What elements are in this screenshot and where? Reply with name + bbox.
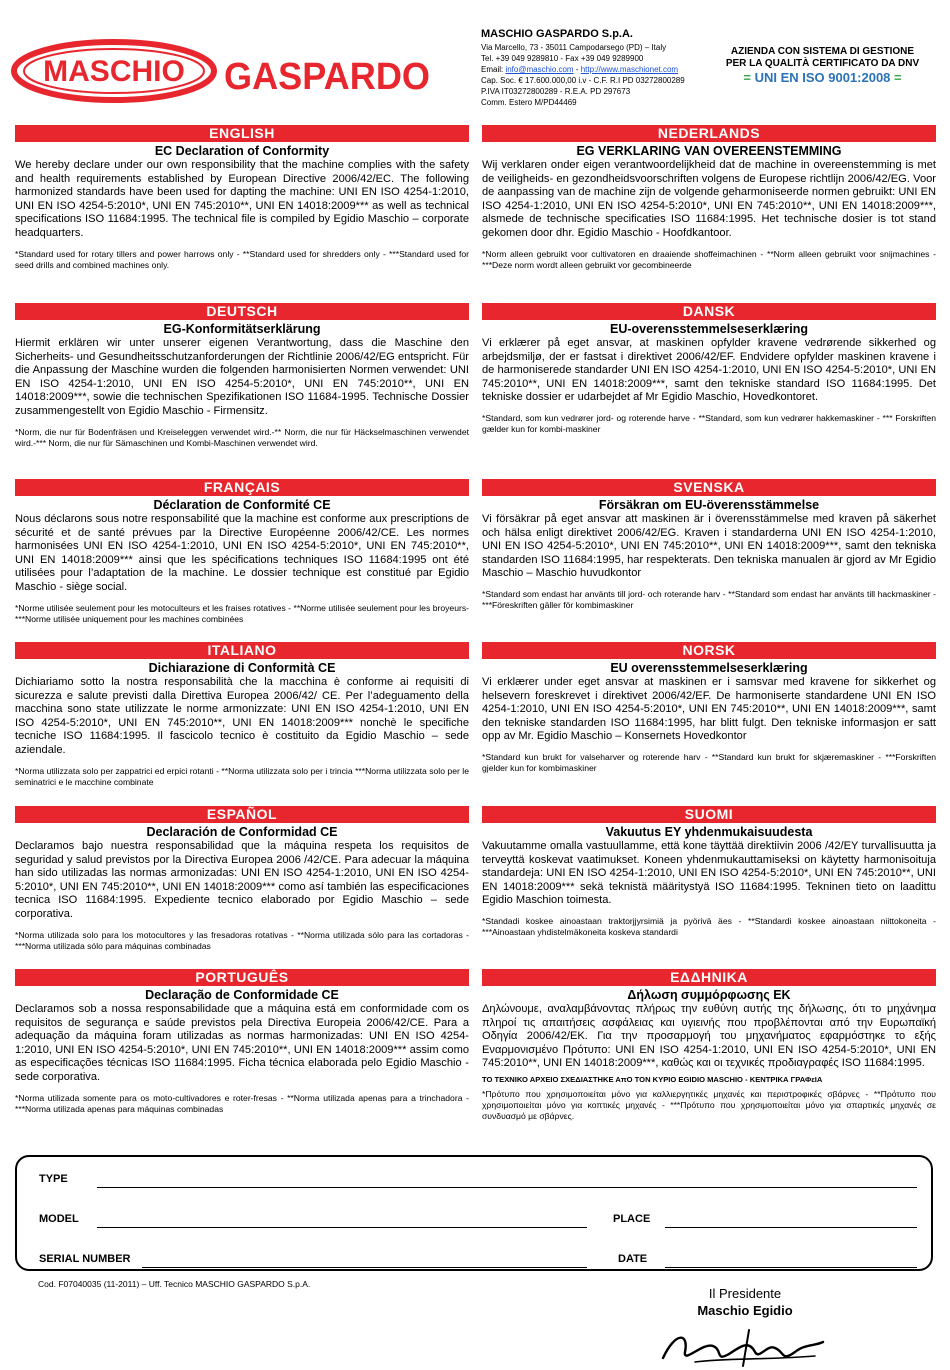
language-banner: PORTUGUÊS: [15, 969, 469, 986]
section-extra: ΤΟ ΤΕΧΝΙΚΟ ΑΡΧΕΙΟ ΣΧΕΔΙΑΣΤΗΚΕ ΑπΟ ΤΟΝ ΚΥΡΙΟ EGIDIO MASCHIO - ΚΕΝΤΡΙΚΑ ΓΡΑΦεΙΑ: [482, 1074, 823, 1084]
company-capital: Cap. Soc. € 17.600.000,00 i.v - C.F. R.I PD 03272800289: [481, 76, 685, 85]
web-separator: -: [573, 65, 581, 74]
section-dansk: [482, 303, 936, 435]
email-prefix: Email:: [481, 65, 506, 74]
date-field[interactable]: [665, 1267, 917, 1268]
iso-certification-badge: [715, 46, 930, 86]
language-banner: ITALIANO: [15, 642, 469, 659]
section-greek: [482, 969, 936, 1122]
section-title: Declaración de Conformidad CE: [146, 825, 338, 839]
section-note: *Norme utilisée seulement pour les motoculteurs et les fraises rotatives - **Norme utilisée seulement pour les broyeurs- ***Norme utilisée uniquement pour les machines combinées: [15, 602, 469, 624]
iso-line-2: PER LA QUALITÀ CERTIFICATO DA DNV: [725, 58, 920, 69]
type-field[interactable]: [97, 1187, 917, 1188]
section-body: Vi erklærer under eget ansvar at maskinen er i samsvar med kravene for sikkerhet og helsevern foreskrevet i direktivet 2006/42/EF. De harmoniserte standardene UNI EN ISO 4254-1:2010, UNI EN ISO 4254-5:2010*, UNI EN 745:2010**, UNI EN 14018:2009***, samt den tekniske standarden ISO 11684:1995, har blitt fulgt. Den tekniske informasjon er satt opp av Mr. Egidio Maschio – Konsernets Hovedkontor: [482, 676, 936, 743]
section-body: Vi erklærer på eget ansvar, at maskinen opfylder kravene vedrørende sikkerhed og arbejdsmiljø, der er fastsat i direktivet 2006/42/EF. Endvidere opfylder maskinen kravene i de harmoniserede standarder UNI EN ISO 4254-1:2010, UNI EN ISO 4254-5:2010*, UNI EN 745:2010**, UNI EN 14018:2009***, samt den tekniske standard ISO 11684:1995. Det tekniske dossier er udarbejdet af Mr Egidio Maschio, Hovedkontoret.: [482, 337, 936, 404]
section-title: Försäkran om EU-överensstämmelse: [598, 498, 820, 512]
serial-number-label: SERIAL NUMBER: [39, 1253, 131, 1265]
company-info: [481, 28, 721, 108]
section-title: EG VERKLARING VAN OVEREENSTEMMING: [576, 144, 842, 158]
section-francais: [15, 479, 469, 625]
section-title: Dichiarazione di Conformità CE: [148, 661, 336, 675]
section-note: *Standard som endast har använts till jord- och roterande harv - **Standard som endast har använts till hackmaskiner - ***Föreskriften gäller för kombimaskiner: [482, 588, 936, 610]
section-norsk: [482, 642, 936, 774]
language-banner: ESPAÑOL: [15, 806, 469, 823]
iso-line-3: = UNI EN ISO 9001:2008 =: [743, 70, 902, 85]
section-title: Declaração de Conformidade CE: [145, 988, 339, 1002]
section-italiano: [15, 642, 469, 788]
place-field[interactable]: [665, 1227, 917, 1228]
section-title: EC Declaration of Conformity: [154, 144, 330, 158]
section-suomi: [482, 806, 936, 938]
section-note: *Standadi koskee ainoastaan traktorjjyrsimiä ja pyörivä äes - **Standardi koskee ainoastaan niittokoneita - ***Ainoastaan yhdistelmäkoneita koskeva standardi: [482, 915, 936, 937]
section-note: *Πρότυπο που χρησιμοποιείται μόνο για καλλιεργητικές μηχανές και περιστροφικές σβάρνες - **Πρότυπο που χρησιμοποιείται μόνο για κοπτικές μηχανές - ***Πρότυπο που χρησιμοποιείται μόνο για σπαρτικές μηχανές σε συνδυασμό με σβάρνες.: [482, 1088, 936, 1121]
section-title: Vakuutus EY yhdenmukaisuudesta: [605, 825, 813, 839]
section-body: Vakuutamme omalla vastuullamme, että kone täyttää direktiivin 2006 /42/EY turvallisuutta ja terveyttä koskevat vaatimukset. Koneen yhdenmukauttamiseksi on käytetty harmonisoituja standardeja: UNI EN ISO 4254-1:2010, UNI EN ISO 4254-5:2010*, UNI EN 745:2010**, UNI EN 14018:2009*** sekä teknistä määritystyä ISO 11684:1995. Tekninen tieto on laadittu Egidio Maschion toimesta.: [482, 840, 936, 907]
company-comm: Comm. Estero M/PD44469: [481, 98, 577, 107]
iso-line-1: AZIENDA CON SISTEMA DI GESTIONE: [730, 46, 915, 57]
section-body: We hereby declare under our own responsibility that the machine complies with the safety and health requirements established by European Directive 2006/42/EC. The following harmonized standards have been used for dapting the machine: UNI EN ISO 4254-1:2010, UNI EN ISO 4254-5:2010*, UNI EN 745:2010**, UNI EN 14018:2009*** as well as technical specifications ISO 11684:1995. The technical file is compiled by Egidio Maschio – corporate headquarters.: [15, 159, 469, 239]
section-body: Wij verklaren onder eigen verantwoordelijkheid dat de machine in overeenstemming is met de veiligheids- en gezondheidsvoorschriften volgens de Europese richtlijn 2006/42/EG. Voor de aanpassing van de machine zijn de volgende geharmoniseerde normen gebruikt: UNI EN ISO 4254-1:2010, UNI EN ISO 4254-5:2010*, UNI EN 745:2010**, UNI EN 14018:2009***, alsmede de technische specificaties ISO 11684:1995. Het technische dosier is tot stand gekomen door dhr. Egidio Maschio - Hoofdkantoor.: [482, 159, 936, 239]
president-name: Maschio Egidio: [697, 1303, 793, 1318]
website-link[interactable]: http://www.maschionet.com: [580, 65, 679, 74]
logo-maschio-text: MASCHIO: [43, 55, 185, 88]
language-banner: FRANÇAIS: [15, 479, 469, 496]
section-espanol: [15, 806, 469, 952]
section-body: Dichiariamo sotto la nostra responsabilità che la macchina è conforme ai requisiti di sicurezza e salute previsti dalla Direttiva Europea 2006/42/ CE. Per l’adeguamento della macchina sono state utilizzate le norme armonizzate: UNI EN ISO 4254-1:2010, UNI EN ISO 4254-5:2010*, UNI EN 745:2010**, UNI EN 14018:2009*** nonchè le specifiche tecniche ISO 11684:1995. Il fascicolo tecnico è costituito da Egidio Maschio – sede aziendale.: [15, 676, 469, 756]
signature-image: [655, 1322, 830, 1370]
section-title: EU overensstemmelseserklæring: [610, 661, 808, 675]
president-title: Il Presidente: [708, 1286, 782, 1301]
document-header: [0, 0, 950, 120]
language-banner: ENGLISH: [15, 125, 469, 142]
language-banner: DANSK: [482, 303, 936, 320]
company-vat: P.IVA IT03272800289 - R.E.A. PD 297673: [481, 87, 631, 96]
section-svenska: [482, 479, 936, 611]
section-english: [15, 125, 469, 271]
section-title: EG-Konformitätserklärung: [163, 322, 321, 336]
section-note: *Norma utilizada somente para os moto-cultivadores e roter-fresas - **Norma utilizada apenas para a trinchadora - ***Norma utilizada apenas para máquinas combinadas: [15, 1092, 469, 1114]
language-banner: DEUTSCH: [15, 303, 469, 320]
company-contacts: [481, 64, 721, 75]
email-link[interactable]: info@maschio.com: [505, 65, 574, 74]
language-banner: SUOMI: [482, 806, 936, 823]
machine-details-box: [15, 1155, 933, 1271]
language-banner: NORSK: [482, 642, 936, 659]
section-body: Δηλώνουμε, αναλαμβάνοντας πλήρως την ευθύνη αυτής της δήλωσης, ότι το μηχάνημα πληροί τις απαιτήσεις ασφάλειας και υγιεινής που προβλέπονται από την Ευρωπαϊκή Οδηγία 2006/42/ΕΚ. Για την προσαρμογή του μηχανήματος εφαρμόστηκε το εξής Εναρμονισμένο Πρότυπο: UNI EN ISO 4254-1:2010, UNI EN ISO 4254-5:2010*, UNI EN 745:2010**, UNI EN 14018:2009***, καθώς και οι τεχνικές προδιαγραφές ISO 11684:1995.: [482, 1003, 936, 1070]
section-note: *Norma utilizzata solo per zappatrici ed erpici rotanti - **Norma utilizzata solo per i trincia ***Norma utilizzata solo per le seminatrici e le macchine combinate: [15, 765, 469, 787]
section-note: *Norm alleen gebruikt voor cultivatoren en draaiende shoffeimachinen - **Norm alleen gebruikt voor snijmachines - ***Deze norm wordt alleen gebruikt vor gecombineerde: [482, 248, 936, 270]
document-code: Cod. F07040035 (11-2011) – Uff. Tecnico MASCHIO GASPARDO S.p.A.: [38, 1279, 311, 1289]
section-body: Nous déclarons sous notre responsabilité que la machine est conforme aux prescriptions de sécurité et de santé prévues par la Directive Européenne 2006/42/CE. Les normes harmonisées UNI EN ISO 4254-1:2010, UNI EN ISO 4254-5:2010*, UNI EN 745:2010**, UNI EN 14018:2009*** ainsi que les spécifications techniques ISO 11684:1995 ont été utilisées pour l’adaptation de la machine. Le dossier technique est constitué par Egidio Maschio - siège social.: [15, 513, 469, 593]
section-title: Δήλωση συμμόρφωσης ΕΚ: [627, 988, 791, 1002]
section-body: Vi försäkrar på eget ansvar att maskinen är i överensstämmelse med kraven på säkerhet och hälsa enligt direktivet 2006/42/EG. Kraven i standarderna UNI EN ISO 4254-1:2010, UNI EN ISO 4254-5:2010*, UNI EN 745:2010**, UNI EN 14018:2009***, samt den tekniska standarden ISO 11684:1995, har respekterats. Den tekniska manualen är gjord av Mr Egidio Maschio – Maschio huvudkontor: [482, 513, 936, 580]
section-body: Hiermit erklären wir unter unserer eigenen Verantwortung, dass die Maschine den Sicherheits- und Gesundheitsschutzanforderungen der Richtlinie 2006/42/EG entspricht. Für die Anpassung der Maschine wurden die folgenden harmonisierten Normen verwendet: UNI EN ISO 4254-1:2010, UNI EN ISO 4254-5:2010*, UNI EN 745:2010**, UNI EN 14018:2009***, sowie die technischen Spezifikationen ISO 11684-1995. Technische Dossier zusammengestellt von Egidio Maschio - Firmensitz.: [15, 337, 469, 417]
language-banner: NEDERLANDS: [482, 125, 936, 142]
section-note: *Norma utilizada solo para los motocultores y las fresadoras rotativas - **Norma utilizada sólo para las cortadoras - ***Norma utilizada sólo para máquinas combinadas: [15, 929, 469, 951]
place-label: PLACE: [613, 1213, 651, 1225]
section-nederlands: [482, 125, 936, 271]
president-block: [660, 1285, 830, 1319]
model-field[interactable]: [97, 1227, 587, 1228]
model-label: MODEL: [39, 1213, 79, 1225]
serial-number-field[interactable]: [142, 1267, 587, 1268]
section-deutsch: [15, 303, 469, 449]
company-address: Via Marcello, 73 - 35011 Campodarsego (PD) – Italy: [481, 43, 667, 52]
section-body: Declaramos bajo nuestra responsabilidad que la máquina respeta los requisitos de seguridad y salud previstos por la Directiva Europea 2006 /42/CE. Para adecuar la máquina han sido utilizadas las normas armonizadas: UNI EN ISO 4254-1:2010, UNI EN ISO 4254-5:2010*, UNI EN 745:2010**, UNI EN 14018:2009*** como así también las especificaciones tecnica ISO 11684:1995. Expediente tecnico elaborado por Egidio Maschio – sede corporativa.: [15, 840, 469, 920]
section-note: *Standard used for rotary tillers and power harrows only - **Standard used for shredders only - ***Standard used for seed drills and combined machines only.: [15, 248, 469, 270]
logo-gaspardo-text: GASPARDO: [224, 56, 430, 98]
section-title: EU-overensstemmelseserklæring: [609, 322, 808, 336]
language-banner: ΕΔΔΗΝΙΚΑ: [482, 969, 936, 986]
section-title: Déclaration de Conformité CE: [153, 498, 331, 512]
language-banner: SVENSKA: [482, 479, 936, 496]
type-label: TYPE: [39, 1173, 68, 1185]
date-label: DATE: [618, 1253, 648, 1265]
section-note: *Standard kun brukt for valseharver og roterende harv - **Standard kun brukt for skjæremaskiner - ***Forskriften gjelder kun for kombimaskiner: [482, 751, 936, 773]
section-portugues: [15, 969, 469, 1115]
maschio-gaspardo-logo: [10, 38, 440, 118]
company-phone: Tel. +39 049 9289810 - Fax +39 049 9289900: [481, 54, 644, 63]
company-name: MASCHIO GASPARDO S.p.A.: [481, 28, 633, 40]
section-body: Declaramos sob a nossa responsabilidade que a máquina está em conformidade com os requisitos de segurança e saúde previstos pela Directiva Europeia 2006/42/CE. Para a adequação da máquina foram utilizadas as normas harmonizadas: UNI EN ISO 4254-1:2010, UNI EN ISO 4254-5:2010*, UNI EN 745:2010**, UNI EN 14018:2009*** assim como as especificações técnicas ISO 11684:1995. Ficha técnica elaborada pelo Egidio Maschio - sede corporativa.: [15, 1003, 469, 1083]
section-note: *Norm, die nur für Bodenfräsen und Kreiseleggen verwendet wird.-** Norm, die nur für Häckselmaschinen verwendet wird.-*** Norm, die nur für Sämaschinen und Kombi-Maschinen verwendet wird.: [15, 426, 469, 448]
section-note: *Standard, som kun vedrører jord- og roterende harve - **Standard, som kun vedrører hakkemaskiner - *** Forskriften gælder kun for kombi-maskiner: [482, 412, 936, 434]
